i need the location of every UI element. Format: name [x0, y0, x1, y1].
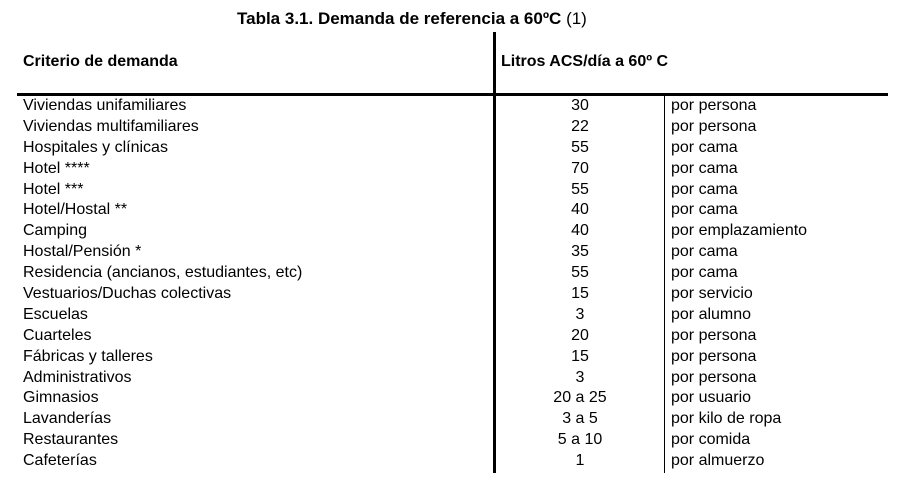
- table-title: Tabla 3.1. Demanda de referencia a 60ºC: [237, 9, 562, 28]
- header-criterio: Criterio de demanda: [23, 53, 178, 70]
- cell-litros: 20: [571, 326, 589, 344]
- table-row: [0, 200, 901, 221]
- cell-unidad: por persona: [671, 347, 757, 365]
- table-row: [0, 347, 901, 368]
- cell-litros: 70: [571, 159, 589, 177]
- table-row: [0, 368, 901, 389]
- table-row: [0, 180, 901, 201]
- cell-litros: 55: [571, 180, 589, 198]
- cell-unidad: por cama: [671, 201, 738, 219]
- table-row: [0, 96, 901, 117]
- cell-unidad: por almuerzo: [671, 452, 765, 470]
- table-row: [0, 326, 901, 347]
- cell-unidad: por kilo de ropa: [671, 410, 782, 428]
- cell-unidad: por emplazamiento: [671, 222, 808, 240]
- cell-unidad: por usuario: [671, 389, 752, 407]
- table-row: [0, 242, 901, 263]
- cell-litros: 3: [575, 305, 585, 323]
- cell-litros: 15: [571, 347, 589, 365]
- cell-unidad: por persona: [671, 368, 757, 386]
- table-row: [0, 430, 901, 451]
- cell-criterio: Viviendas unifamiliares: [23, 97, 187, 114]
- cell-criterio: Hotel ****: [23, 159, 90, 177]
- cell-criterio: Vestuarios/Duchas colectivas: [23, 285, 232, 303]
- table-row: [0, 388, 901, 409]
- table-footnote-ref: (1): [566, 9, 587, 28]
- cell-criterio: Hostal/Pensión *: [23, 243, 142, 261]
- cell-litros: 15: [571, 285, 589, 303]
- cell-criterio: Residencia (ancianos, estudiantes, etc): [23, 264, 303, 282]
- cell-criterio: Viviendas multifamiliares: [23, 117, 199, 135]
- cell-litros: 3: [575, 368, 585, 386]
- cell-criterio: Hotel ***: [23, 180, 84, 198]
- table-row: [0, 451, 901, 472]
- cell-criterio: Cafeterías: [23, 452, 97, 470]
- table-body: [0, 96, 901, 472]
- table-row: [0, 221, 901, 242]
- cell-unidad: por alumno: [671, 305, 752, 323]
- table-row: [0, 117, 901, 138]
- cell-litros: 1: [575, 452, 585, 470]
- table-row: [0, 409, 901, 430]
- table-row: [0, 138, 901, 159]
- cell-criterio: Lavanderías: [23, 410, 112, 428]
- cell-unidad: por comida: [671, 431, 751, 449]
- cell-litros: 40: [571, 201, 589, 219]
- cell-unidad: por cama: [671, 180, 738, 198]
- cell-unidad: por servicio: [671, 285, 753, 303]
- cell-litros: 3 a 5: [562, 410, 598, 428]
- table-row: [0, 159, 901, 180]
- cell-criterio: Cuarteles: [23, 326, 92, 344]
- cell-criterio: Restaurantes: [23, 431, 119, 449]
- header-litros: Litros ACS/día a 60º C: [501, 53, 669, 70]
- cell-criterio: Hospitales y clínicas: [23, 138, 168, 156]
- cell-unidad: por cama: [671, 264, 738, 282]
- cell-litros: 55: [571, 138, 589, 156]
- table-row: [0, 263, 901, 284]
- table-caption: [237, 9, 587, 29]
- table-row: [0, 305, 901, 326]
- cell-criterio: Hotel/Hostal **: [23, 201, 128, 219]
- cell-unidad: por persona: [671, 117, 757, 135]
- cell-criterio: Fábricas y talleres: [23, 347, 153, 365]
- cell-unidad: por cama: [671, 138, 738, 156]
- cell-unidad: por cama: [671, 159, 738, 177]
- cell-unidad: por cama: [671, 243, 738, 261]
- cell-criterio: Gimnasios: [23, 389, 99, 407]
- cell-litros: 30: [571, 97, 589, 114]
- cell-litros: 40: [571, 222, 589, 240]
- cell-criterio: Camping: [23, 222, 88, 240]
- cell-unidad: por persona: [671, 326, 757, 344]
- cell-litros: 22: [571, 117, 589, 135]
- cell-criterio: Escuelas: [23, 305, 88, 323]
- cell-litros: 20 a 25: [553, 389, 607, 407]
- cell-criterio: Administrativos: [23, 368, 132, 386]
- cell-litros: 5 a 10: [557, 431, 603, 449]
- cell-litros: 35: [571, 243, 589, 261]
- cell-litros: 55: [571, 264, 589, 282]
- cell-unidad: por persona: [671, 97, 757, 114]
- table-row: [0, 284, 901, 305]
